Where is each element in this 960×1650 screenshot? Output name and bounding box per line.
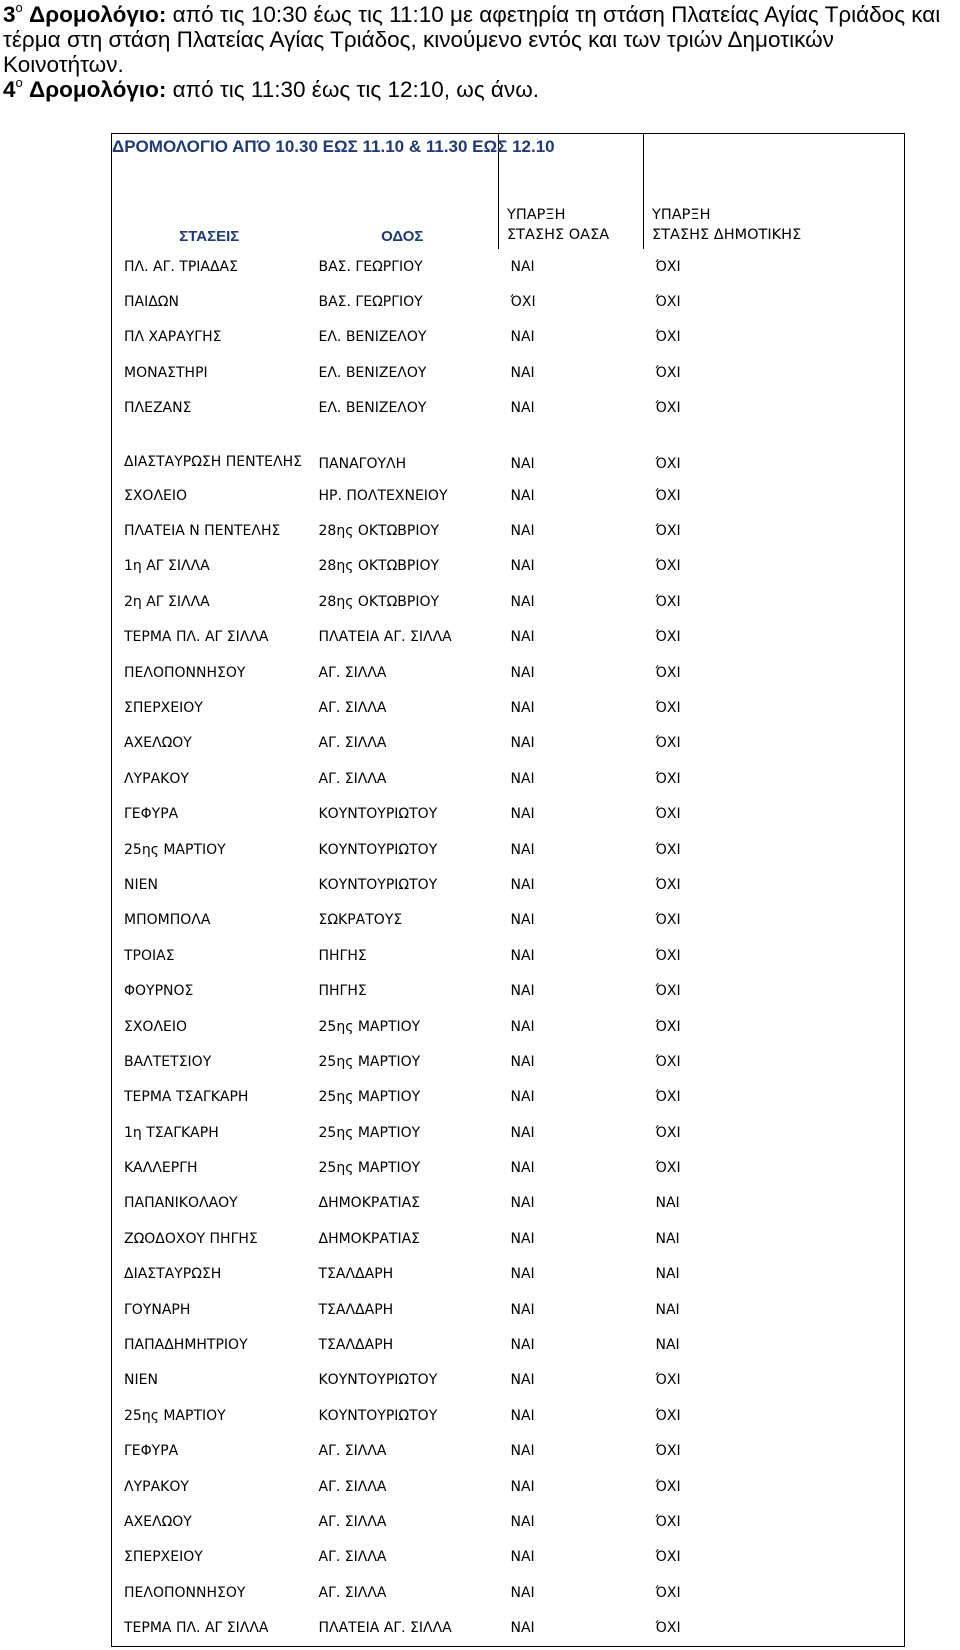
municipal-stop-cell: ΌΧΙ xyxy=(655,364,681,381)
oasa-stop-cell: ΝΑΙ xyxy=(510,329,535,346)
municipal-stop-cell: ΝΑΙ xyxy=(655,1195,680,1212)
municipal-stop-cell: ΌΧΙ xyxy=(655,294,681,311)
street-cell: ΕΛ. ΒΕΝΙΖΕΛΟΥ xyxy=(318,329,427,346)
street-cell: ΠΗΓΗΣ xyxy=(318,947,367,964)
table-title: ΔΡΟΜΟΛΟΓΙΟ ΑΠΌ 10.30 ΕΩΣ 11.10 & 11.30 ΕΩΣ 12.10 xyxy=(112,134,499,195)
stop-cell: ΔΙΑΣΤΑΥΡΩΣΗ xyxy=(124,1266,222,1283)
oasa-stop-cell: ΝΑΙ xyxy=(510,523,535,540)
table-row xyxy=(112,1115,905,1150)
stop-cell: ΚΑΛΛΕΡΓΗ xyxy=(124,1160,198,1177)
stop-cell: ΠΑΙΔΩΝ xyxy=(124,294,179,311)
municipal-stop-cell: ΌΧΙ xyxy=(655,1513,681,1530)
stop-cell: ΣΧΟΛΕΙΟ xyxy=(124,1018,188,1035)
street-cell: ΤΣΑΛΔΑΡΗ xyxy=(318,1266,394,1283)
table-row xyxy=(112,973,905,1008)
street-cell: 28ης ΟΚΤΩΒΡΙΟΥ xyxy=(318,558,440,575)
street-cell: ΑΓ. ΣΙΛΛΑ xyxy=(318,1549,387,1566)
municipal-stop-cell: ΌΧΙ xyxy=(655,1018,681,1035)
street-cell: ΚΟΥΝΤΟΥΡΙΩΤΟΥ xyxy=(318,806,438,823)
municipal-stop-cell: ΌΧΙ xyxy=(655,593,681,610)
stop-cell: ΤΕΡΜΑ ΤΣΑΓΚΑΡΗ xyxy=(124,1089,249,1106)
stop-cell: ΤΕΡΜΑ ΠΛ. ΑΓ ΣΙΛΛΑ xyxy=(124,629,269,646)
table-row xyxy=(112,513,905,548)
oasa-stop-cell: ΝΑΙ xyxy=(510,1195,535,1212)
table-row xyxy=(112,1398,905,1433)
table-row xyxy=(112,796,905,831)
stop-cell: ΑΧΕΛΩΟΥ xyxy=(124,1513,192,1530)
stop-cell: ΔΙΑΣΤΑΥΡΩΣΗ ΠΕΝΤΕΛΗΣ xyxy=(124,453,302,470)
municipal-stop-cell: ΝΑΙ xyxy=(655,1337,680,1354)
street-cell: ΠΛΑΤΕΙΑ ΑΓ. ΣΙΛΛΑ xyxy=(318,629,452,646)
oasa-stop-cell: ΝΑΙ xyxy=(510,400,535,417)
oasa-stop-cell: ΝΑΙ xyxy=(510,1018,535,1035)
street-cell: ΚΟΥΝΤΟΥΡΙΩΤΟΥ xyxy=(318,876,438,893)
route-4-description: από τις 11:30 έως τις 12:10, ως άνω. xyxy=(172,77,540,102)
stop-cell: ΝΙΕΝ xyxy=(124,1372,158,1389)
oasa-stop-cell: ΌΧΙ xyxy=(510,294,536,311)
municipal-stop-cell: ΌΧΙ xyxy=(655,558,681,575)
municipal-stop-cell: ΌΧΙ xyxy=(655,629,681,646)
municipal-stop-cell: ΌΧΙ xyxy=(655,258,681,275)
table-row xyxy=(112,1186,905,1221)
street-cell: 25ης ΜΑΡΤΙΟΥ xyxy=(318,1124,421,1141)
stop-cell: ΓΕΦΥΡΑ xyxy=(124,1443,179,1460)
stop-cell: ΤΕΡΜΑ ΠΛ. ΑΓ ΣΙΛΛΑ xyxy=(124,1620,269,1637)
route-4-ordinal: ο xyxy=(15,75,23,90)
table-row xyxy=(112,761,905,796)
header-oasa-stop xyxy=(499,194,644,249)
table-row xyxy=(112,584,905,619)
municipal-stop-cell: ΌΧΙ xyxy=(655,455,681,472)
municipal-stop-cell: ΌΧΙ xyxy=(655,912,681,929)
table-row xyxy=(112,1327,905,1362)
stop-cell: ΣΠΕΡΧΕΙΟΥ xyxy=(124,699,203,716)
oasa-stop-cell: ΝΑΙ xyxy=(510,1337,535,1354)
street-cell: ΗΡ. ΠΟΛΤΕΧΝΕΙΟΥ xyxy=(318,487,448,504)
table-row xyxy=(112,1080,905,1115)
oasa-stop-cell: ΝΑΙ xyxy=(510,487,535,504)
street-cell: 25ης ΜΑΡΤΙΟΥ xyxy=(318,1160,421,1177)
table-row xyxy=(112,620,905,655)
stop-cell: 25ης ΜΑΡΤΙΟΥ xyxy=(124,1407,226,1424)
table-row xyxy=(112,1575,905,1610)
stop-cell: ΛΥΡΑΚΟΥ xyxy=(124,1478,189,1495)
municipal-stop-cell: ΌΧΙ xyxy=(655,735,681,752)
stop-cell: ΣΠΕΡΧΕΙΟΥ xyxy=(124,1549,203,1566)
table-row xyxy=(112,1292,905,1327)
oasa-stop-cell: ΝΑΙ xyxy=(510,629,535,646)
street-cell: 28ης ΟΚΤΩΒΡΙΟΥ xyxy=(318,523,440,540)
oasa-stop-cell: ΝΑΙ xyxy=(510,699,535,716)
oasa-stop-cell: ΝΑΙ xyxy=(510,1443,535,1460)
table-row xyxy=(112,1469,905,1504)
stop-cell: ΠΛ ΧΑΡΑΥΓΗΣ xyxy=(124,329,222,346)
header-oasa-line1: ΥΠΑΡΞΗ xyxy=(507,207,566,223)
table-row xyxy=(112,1257,905,1292)
oasa-stop-cell: ΝΑΙ xyxy=(510,1160,535,1177)
table-row xyxy=(112,938,905,973)
municipal-stop-cell: ΝΑΙ xyxy=(655,1230,680,1247)
street-cell: ΠΑΝΑΓΟΥΛΗ xyxy=(318,455,407,472)
street-cell: ΒΑΣ. ΓΕΩΡΓΙΟΥ xyxy=(318,258,423,275)
stop-cell: ΑΧΕΛΩΟΥ xyxy=(124,735,192,752)
municipal-stop-cell: ΌΧΙ xyxy=(655,1372,681,1389)
stop-cell: ΠΑΠΑΔΗΜΗΤΡΙΟΥ xyxy=(124,1337,248,1354)
street-cell: ΤΣΑΛΔΑΡΗ xyxy=(318,1301,394,1318)
header-municipal-stop xyxy=(644,194,905,249)
oasa-stop-cell: ΝΑΙ xyxy=(510,664,535,681)
municipal-stop-cell: ΝΑΙ xyxy=(655,1301,680,1318)
oasa-stop-cell: ΝΑΙ xyxy=(510,593,535,610)
municipal-stop-cell: ΌΧΙ xyxy=(655,664,681,681)
oasa-stop-cell: ΝΑΙ xyxy=(510,1301,535,1318)
oasa-stop-cell: ΝΑΙ xyxy=(510,1124,535,1141)
municipal-stop-cell: ΌΧΙ xyxy=(655,329,681,346)
street-cell: ΑΓ. ΣΙΛΛΑ xyxy=(318,699,387,716)
stop-cell: ΠΕΛΟΠΟΝΝΗΣΟΥ xyxy=(124,1584,246,1601)
street-cell: ΔΗΜΟΚΡΑΤΙΑΣ xyxy=(318,1230,421,1247)
route-4-paragraph xyxy=(3,77,958,102)
oasa-stop-cell: ΝΑΙ xyxy=(510,1620,535,1637)
oasa-stop-cell: ΝΑΙ xyxy=(510,770,535,787)
table-row xyxy=(112,655,905,690)
street-cell: ΚΟΥΝΤΟΥΡΙΩΤΟΥ xyxy=(318,1372,438,1389)
oasa-stop-cell: ΝΑΙ xyxy=(510,258,535,275)
oasa-stop-cell: ΝΑΙ xyxy=(510,1372,535,1389)
municipal-stop-cell: ΌΧΙ xyxy=(655,1443,681,1460)
street-cell: 28ης ΟΚΤΩΒΡΙΟΥ xyxy=(318,593,440,610)
table-row xyxy=(112,391,905,426)
stop-cell: ΤΡΟΙΑΣ xyxy=(124,947,175,964)
street-cell: 25ης ΜΑΡΤΙΟΥ xyxy=(318,1018,421,1035)
stop-cell: ΛΥΡΑΚΟΥ xyxy=(124,770,189,787)
oasa-stop-cell: ΝΑΙ xyxy=(510,735,535,752)
street-cell: ΕΛ. ΒΕΝΙΖΕΛΟΥ xyxy=(318,364,427,381)
oasa-stop-cell: ΝΑΙ xyxy=(510,1053,535,1070)
oasa-stop-cell: ΝΑΙ xyxy=(510,1407,535,1424)
oasa-stop-cell: ΝΑΙ xyxy=(510,455,535,472)
oasa-stop-cell: ΝΑΙ xyxy=(510,1089,535,1106)
municipal-stop-cell: ΌΧΙ xyxy=(655,1053,681,1070)
table-row xyxy=(112,1363,905,1398)
table-row xyxy=(112,690,905,725)
stop-cell: ΜΠΟΜΠΟΛΑ xyxy=(124,912,211,929)
stop-cell: ΓΕΦΥΡΑ xyxy=(124,806,179,823)
oasa-stop-cell: ΝΑΙ xyxy=(510,364,535,381)
municipal-stop-cell: ΌΧΙ xyxy=(655,1620,681,1637)
street-cell: ΑΓ. ΣΙΛΛΑ xyxy=(318,735,387,752)
table-body xyxy=(112,249,905,1646)
stop-cell: ΖΩΟΔΟΧΟΥ ΠΗΓΗΣ xyxy=(124,1230,258,1247)
street-cell: ΒΑΣ. ΓΕΩΡΓΙΟΥ xyxy=(318,294,423,311)
oasa-stop-cell: ΝΑΙ xyxy=(510,983,535,1000)
oasa-stop-cell: ΝΑΙ xyxy=(510,1478,535,1495)
stop-cell: 1η ΑΓ ΣΙΛΛΑ xyxy=(124,558,210,575)
stop-cell: ΠΑΠΑΝΙΚΟΛΑΟΥ xyxy=(124,1195,238,1212)
municipal-stop-cell: ΌΧΙ xyxy=(655,523,681,540)
table-row xyxy=(112,284,905,319)
table-row xyxy=(112,478,905,513)
table-row xyxy=(112,1009,905,1044)
municipal-stop-cell: ΌΧΙ xyxy=(655,1089,681,1106)
municipal-stop-cell: ΌΧΙ xyxy=(655,841,681,858)
stop-cell: ΦΟΥΡΝΟΣ xyxy=(124,983,194,1000)
street-cell: 25ης ΜΑΡΤΙΟΥ xyxy=(318,1089,421,1106)
municipal-stop-cell: ΌΧΙ xyxy=(655,983,681,1000)
stop-cell: ΣΧΟΛΕΙΟ xyxy=(124,487,188,504)
stop-cell: 25ης ΜΑΡΤΙΟΥ xyxy=(124,841,226,858)
route-4-label: Δρομολόγιο: xyxy=(29,77,167,102)
street-cell: ΣΩΚΡΑΤΟΥΣ xyxy=(318,912,403,929)
table-row xyxy=(112,426,905,478)
street-cell: ΑΓ. ΣΙΛΛΑ xyxy=(318,1584,387,1601)
table-row xyxy=(112,1221,905,1256)
street-cell: ΚΟΥΝΤΟΥΡΙΩΤΟΥ xyxy=(318,841,438,858)
header-municipal-line2: ΣΤΑΣΗΣ ΔΗΜΟΤΙΚΗΣ xyxy=(652,227,802,243)
stop-cell: ΓΟΥΝΑΡΗ xyxy=(124,1301,191,1318)
route-3-paragraph xyxy=(3,2,958,77)
municipal-stop-cell: ΌΧΙ xyxy=(655,876,681,893)
route-3-ordinal: ο xyxy=(15,0,23,15)
street-cell: ΕΛ. ΒΕΝΙΖΕΛΟΥ xyxy=(318,400,427,417)
municipal-stop-cell: ΌΧΙ xyxy=(655,1549,681,1566)
street-cell: ΠΛΑΤΕΙΑ ΑΓ. ΣΙΛΛΑ xyxy=(318,1620,452,1637)
route-schedule-table xyxy=(111,133,905,1647)
table-row xyxy=(112,1434,905,1469)
oasa-stop-cell: ΝΑΙ xyxy=(510,1266,535,1283)
street-cell: ΑΓ. ΣΙΛΛΑ xyxy=(318,1443,387,1460)
municipal-stop-cell: ΌΧΙ xyxy=(655,1160,681,1177)
route-3-description: από τις 10:30 έως τις 11:10 με αφετηρία τη στάση Πλατείας Αγίας Τριάδος και τέρμα στη στάση Πλατείας Αγίας Τριάδος, κινούμενο εντός και των τριών Δημοτικών Κοινοτήτων. xyxy=(3,2,941,77)
header-stops: ΣΤΑΣΕΙΣ xyxy=(179,228,240,245)
table-row xyxy=(112,320,905,355)
stop-cell: ΠΛΕΖΑΝΣ xyxy=(124,400,192,417)
table-row xyxy=(112,1540,905,1575)
stop-cell: 1η ΤΣΑΓΚΑΡΗ xyxy=(124,1124,219,1141)
stop-cell: ΒΑΛΤΕΤΣΙΟΥ xyxy=(124,1053,212,1070)
table-row xyxy=(112,355,905,390)
oasa-stop-cell: ΝΑΙ xyxy=(510,841,535,858)
stop-cell: ΝΙΕΝ xyxy=(124,876,158,893)
route-3-label: Δρομολόγιο: xyxy=(29,2,167,27)
municipal-stop-cell: ΌΧΙ xyxy=(655,1407,681,1424)
table-row xyxy=(112,1504,905,1539)
street-cell: 25ης ΜΑΡΤΙΟΥ xyxy=(318,1053,421,1070)
intro-text xyxy=(3,2,958,102)
municipal-stop-cell: ΌΧΙ xyxy=(655,947,681,964)
stop-cell: ΠΛΑΤΕΙΑ Ν ΠΕΝΤΕΛΗΣ xyxy=(124,523,281,540)
oasa-stop-cell: ΝΑΙ xyxy=(510,912,535,929)
municipal-stop-cell: ΌΧΙ xyxy=(655,770,681,787)
oasa-stop-cell: ΝΑΙ xyxy=(510,558,535,575)
table-row xyxy=(112,867,905,902)
table-row xyxy=(112,1610,905,1646)
municipal-stop-cell: ΌΧΙ xyxy=(655,1584,681,1601)
oasa-stop-cell: ΝΑΙ xyxy=(510,947,535,964)
street-cell: ΔΗΜΟΚΡΑΤΙΑΣ xyxy=(318,1195,421,1212)
municipal-stop-cell: ΝΑΙ xyxy=(655,1266,680,1283)
oasa-stop-cell: ΝΑΙ xyxy=(510,1230,535,1247)
table-row xyxy=(112,1150,905,1185)
oasa-stop-cell: ΝΑΙ xyxy=(510,1513,535,1530)
street-cell: ΚΟΥΝΤΟΥΡΙΩΤΟΥ xyxy=(318,1407,438,1424)
header-street: ΟΔΟΣ xyxy=(307,194,499,249)
table-row xyxy=(112,726,905,761)
municipal-stop-cell: ΌΧΙ xyxy=(655,487,681,504)
street-cell: ΑΓ. ΣΙΛΛΑ xyxy=(318,664,387,681)
table-row xyxy=(112,832,905,867)
municipal-stop-cell: ΌΧΙ xyxy=(655,1124,681,1141)
table-row xyxy=(112,549,905,584)
table-row xyxy=(112,903,905,938)
municipal-stop-cell: ΌΧΙ xyxy=(655,806,681,823)
header-municipal-line1: ΥΠΑΡΞΗ xyxy=(652,207,711,223)
street-cell: ΤΣΑΛΔΑΡΗ xyxy=(318,1337,394,1354)
oasa-stop-cell: ΝΑΙ xyxy=(510,876,535,893)
header-oasa-line2: ΣΤΑΣΗΣ ΟΑΣΑ xyxy=(507,227,610,243)
street-cell: ΑΓ. ΣΙΛΛΑ xyxy=(318,1513,387,1530)
oasa-stop-cell: ΝΑΙ xyxy=(510,1584,535,1601)
street-cell: ΑΓ. ΣΙΛΛΑ xyxy=(318,1478,387,1495)
table-row xyxy=(112,249,905,284)
table-title-row xyxy=(112,134,905,195)
stop-cell: 2η ΑΓ ΣΙΛΛΑ xyxy=(124,593,210,610)
route-4-number: 4 xyxy=(3,77,16,102)
route-3-number: 3 xyxy=(3,2,16,27)
table-header-row xyxy=(112,194,905,249)
municipal-stop-cell: ΌΧΙ xyxy=(655,1478,681,1495)
street-cell: ΠΗΓΗΣ xyxy=(318,983,367,1000)
oasa-stop-cell: ΝΑΙ xyxy=(510,1549,535,1566)
stop-cell: ΠΛ. ΑΓ. ΤΡΙΑΔΑΣ xyxy=(124,258,238,275)
oasa-stop-cell: ΝΑΙ xyxy=(510,806,535,823)
stop-cell: ΜΟΝΑΣΤΗΡΙ xyxy=(124,364,208,381)
municipal-stop-cell: ΌΧΙ xyxy=(655,400,681,417)
stop-cell: ΠΕΛΟΠΟΝΝΗΣΟΥ xyxy=(124,664,246,681)
street-cell: ΑΓ. ΣΙΛΛΑ xyxy=(318,770,387,787)
table-row xyxy=(112,1044,905,1079)
municipal-stop-cell: ΌΧΙ xyxy=(655,699,681,716)
